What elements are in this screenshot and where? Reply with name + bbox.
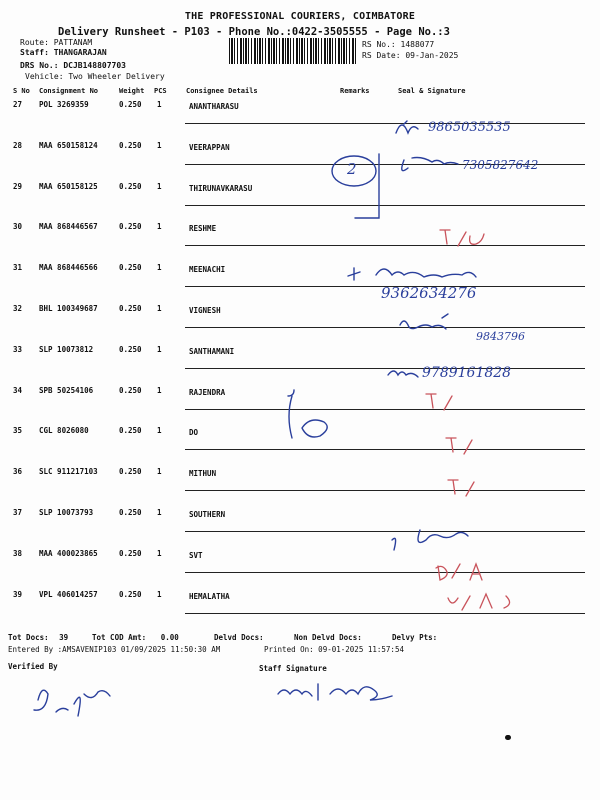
row-consignee: SANTHAMANI xyxy=(189,346,235,356)
row-sno: 35 xyxy=(13,426,23,436)
row-weight: 0.250 xyxy=(119,100,142,109)
phone-note-row32: 9843796 xyxy=(476,330,525,343)
row-pcs: 1 xyxy=(157,304,162,313)
row-sno: 34 xyxy=(13,385,23,395)
row-pcs: 1 xyxy=(157,222,162,232)
delvd-docs-label: Delvd Docs: xyxy=(214,633,264,642)
row-consignment: SPB 50254106 xyxy=(39,385,94,395)
row-weight: 0.250 xyxy=(119,344,142,354)
row-sno: 30 xyxy=(13,222,23,232)
row-sno: 39 xyxy=(13,589,23,599)
col-pcs: PCS xyxy=(154,87,167,95)
row-consignee: VIGNESH xyxy=(189,306,221,315)
row-consignee: SVT xyxy=(189,550,203,560)
row-consignment: MAA 868446566 xyxy=(39,263,98,273)
row-consignee: HEMALATHA xyxy=(189,591,230,601)
row-consignee: MITHUN xyxy=(189,469,217,479)
row-weight: 0.250 xyxy=(119,181,142,191)
runsheet-title: Delivery Runsheet - P103 - Phone No.:0422-3505555 - Page No.:3 xyxy=(58,26,450,38)
row-weight: 0.250 xyxy=(119,426,142,436)
ink-dot xyxy=(505,735,511,740)
staff-signature-label: Staff Signature xyxy=(259,664,327,673)
tot-cod-label: Tot COD Amt: xyxy=(92,633,147,642)
row-pcs: 1 xyxy=(157,385,162,395)
col-consignment: Consignment No xyxy=(39,87,99,95)
row-pcs: 1 xyxy=(157,589,162,599)
row-consignment: BHL 100349687 xyxy=(39,304,98,313)
row-sno: 29 xyxy=(13,181,23,191)
row-consignee: RAJENDRA xyxy=(189,387,226,397)
row-pcs: 1 xyxy=(157,467,162,477)
verified-by-label: Verified By xyxy=(8,662,58,671)
printed-on: Printed On: 09-01-2025 11:57:54 xyxy=(264,645,404,654)
row-consignee: THIRUNAVKARASU xyxy=(189,183,253,193)
row-pcs: 1 xyxy=(157,140,162,150)
phone-note-row33: 9789161828 xyxy=(422,365,512,381)
drs-number: DRS No.: DCJB148807703 xyxy=(20,61,126,70)
row-pcs: 1 xyxy=(157,508,162,517)
row-consignee: VEERAPPAN xyxy=(189,142,230,152)
row-sno: 33 xyxy=(13,344,23,354)
company-title: THE PROFESSIONAL COURIERS, COIMBATORE xyxy=(184,11,416,22)
row-consignment: CGL 8026080 xyxy=(39,426,89,436)
row-pcs: 1 xyxy=(157,344,162,354)
row-sno: 38 xyxy=(13,548,23,558)
row-consignment: SLP 10073793 xyxy=(39,508,94,517)
col-sno: S No xyxy=(13,87,30,95)
row-consignment: MAA 868446567 xyxy=(39,222,98,232)
row-weight: 0.250 xyxy=(119,263,142,273)
phone-note-row28: 7305827642 xyxy=(462,158,539,172)
col-consignee: Consignee Details xyxy=(186,87,258,95)
row-consignee: SOUTHERN xyxy=(189,510,226,519)
row-weight: 0.250 xyxy=(119,304,142,313)
tot-docs-label: Tot Docs: xyxy=(8,633,49,642)
row-consignment: MAA 650158124 xyxy=(39,140,98,150)
row-weight: 0.250 xyxy=(119,589,142,599)
row-consignment: POL 3269359 xyxy=(39,100,89,109)
rs-number: RS No.: 1488077 xyxy=(362,40,435,49)
route-label: Route: PATTANAM xyxy=(20,38,93,47)
row-weight: 0.250 xyxy=(119,508,142,517)
row-sno: 27 xyxy=(13,100,23,109)
col-seal: Seal & Signature xyxy=(398,87,466,95)
tot-cod-value: 0.00 xyxy=(160,633,179,642)
row-weight: 0.250 xyxy=(119,222,142,232)
row-sno: 36 xyxy=(13,467,23,477)
row-consignment: MAA 400023865 xyxy=(39,548,98,558)
row-weight: 0.250 xyxy=(119,548,142,558)
row-consignee: ANANTHARASU xyxy=(189,102,239,111)
row-consignment: MAA 650158125 xyxy=(39,181,98,191)
row-consignment: VPL 406014257 xyxy=(39,589,98,599)
row-weight: 0.250 xyxy=(119,467,142,477)
row-sno: 31 xyxy=(13,263,23,273)
col-weight: Weight xyxy=(119,87,145,95)
row-consignment: SLC 911217103 xyxy=(39,467,98,477)
row-consignee: MEENACHI xyxy=(189,265,226,275)
row-pcs: 1 xyxy=(157,426,162,436)
vehicle-label: Vehicle: Two Wheeler Delivery xyxy=(25,72,165,81)
row-sno: 37 xyxy=(13,508,23,517)
entered-by: Entered By :AMSAVENIP103 01/09/2025 11:50:30 AM xyxy=(8,645,221,654)
row-consignee: RESHME xyxy=(189,224,217,234)
row-pcs: 1 xyxy=(157,548,162,558)
row-sno: 32 xyxy=(13,304,23,313)
row-sno: 28 xyxy=(13,140,23,150)
row-consignee: DO xyxy=(189,428,199,438)
delvy-pts-label: Delvy Pts: xyxy=(392,633,438,642)
rs-date: RS Date: 09-Jan-2025 xyxy=(362,51,459,60)
phone-note-row31: 9362634276 xyxy=(381,284,477,302)
row-pcs: 1 xyxy=(157,263,162,273)
tot-docs-value: 39 xyxy=(59,633,69,642)
phone-note-row27: 9865035535 xyxy=(428,120,511,135)
row-weight: 0.250 xyxy=(119,385,142,395)
circled-note-row28: 2 xyxy=(347,160,357,178)
row-pcs: 1 xyxy=(157,181,162,191)
col-remarks: Remarks xyxy=(340,87,370,95)
row-consignment: SLP 10073812 xyxy=(39,344,94,354)
staff-label: Staff: THANGARAJAN xyxy=(20,48,107,57)
row-weight: 0.250 xyxy=(119,140,142,150)
row-pcs: 1 xyxy=(157,100,162,109)
non-delvd-docs-label: Non Delvd Docs: xyxy=(294,633,362,642)
